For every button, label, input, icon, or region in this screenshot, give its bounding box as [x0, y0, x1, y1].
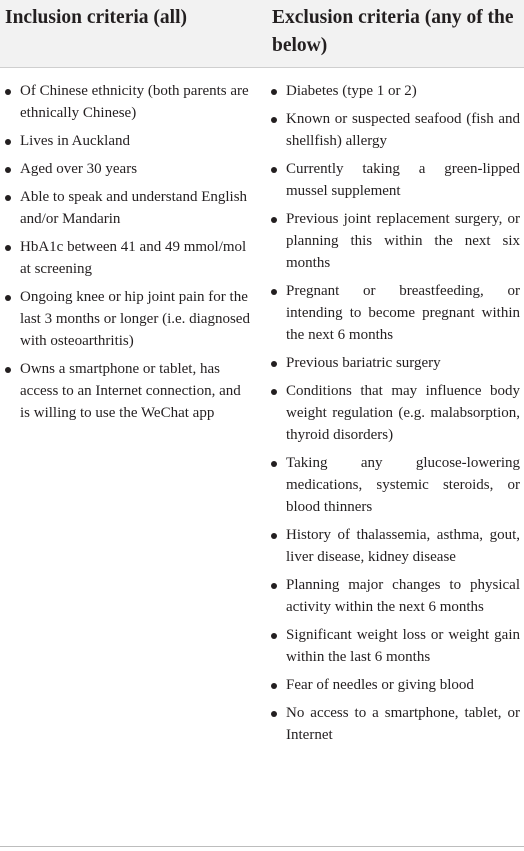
- bullet-icon: [5, 139, 11, 145]
- list-item: [20, 158, 252, 180]
- bullet-icon: [271, 117, 277, 123]
- exclusion-item-text: Conditions that may influence body weight regulation (e.g. malabsorption, thyroid disorders): [286, 383, 520, 443]
- list-item: [286, 108, 520, 152]
- exclusion-item-text: History of thalassemia, asthma, gout, liver disease, kidney disease: [286, 527, 520, 565]
- exclusion-item-text: Fear of needles or giving blood: [286, 677, 474, 693]
- table-header-row: [0, 0, 524, 68]
- list-item: [286, 208, 520, 274]
- exclusion-column: [264, 80, 524, 752]
- list-item: [20, 358, 252, 424]
- bullet-icon: [5, 245, 11, 251]
- bullet-icon: [271, 711, 277, 717]
- exclusion-item-text: Currently taking a green-lipped mussel supplement: [286, 161, 520, 199]
- inclusion-item-text: Lives in Auckland: [20, 133, 130, 149]
- bullet-icon: [5, 367, 11, 373]
- inclusion-header: Inclusion criteria (all): [5, 7, 187, 28]
- inclusion-column: [0, 80, 264, 752]
- inclusion-list: [20, 80, 252, 424]
- bullet-icon: [271, 217, 277, 223]
- list-item: [286, 452, 520, 518]
- bullet-icon: [5, 89, 11, 95]
- exclusion-item-text: No access to a smartphone, tablet, or Internet: [286, 705, 520, 743]
- bullet-icon: [271, 389, 277, 395]
- list-item: [286, 380, 520, 446]
- exclusion-item-text: Planning major changes to physical activity within the next 6 months: [286, 577, 520, 615]
- list-item: [286, 674, 520, 696]
- list-item: [20, 286, 252, 352]
- bullet-icon: [271, 361, 277, 367]
- inclusion-item-text: Aged over 30 years: [20, 161, 138, 177]
- bullet-icon: [271, 633, 277, 639]
- bullet-icon: [271, 533, 277, 539]
- list-item: [286, 158, 520, 202]
- list-item: [286, 524, 520, 568]
- list-item: [286, 702, 520, 746]
- inclusion-item-text: Able to speak and understand English and/or Mandarin: [20, 189, 248, 227]
- exclusion-item-text: Known or suspected seafood (fish and shellfish) allergy: [286, 111, 520, 149]
- inclusion-item-text: Owns a smartphone or tablet, has access to an Internet connection, and is willing to use the WeChat app: [20, 361, 241, 421]
- bullet-icon: [271, 461, 277, 467]
- inclusion-item-text: Ongoing knee or hip joint pain for the last 3 months or longer (i.e. diagnosed with osteoarthritis): [20, 289, 250, 349]
- list-item: [286, 280, 520, 346]
- bullet-icon: [5, 167, 11, 173]
- bullet-icon: [271, 683, 277, 689]
- list-item: [20, 130, 252, 152]
- list-item: [286, 352, 520, 374]
- bullet-icon: [271, 583, 277, 589]
- exclusion-item-text: Taking any glucose-lowering medications, systemic steroids, or blood thinners: [286, 455, 520, 515]
- list-item: [20, 186, 252, 230]
- list-item: [286, 80, 520, 102]
- exclusion-item-text: Diabetes (type 1 or 2): [286, 83, 417, 99]
- list-item: [286, 574, 520, 618]
- exclusion-item-text: Significant weight loss or weight gain within the last 6 months: [286, 627, 520, 665]
- exclusion-header: Exclusion criteria (any of the below): [272, 7, 514, 56]
- exclusion-list: [286, 80, 520, 746]
- table-body-row: [0, 68, 524, 752]
- list-item: [20, 236, 252, 280]
- bullet-icon: [271, 289, 277, 295]
- bullet-icon: [5, 295, 11, 301]
- bullet-icon: [5, 195, 11, 201]
- bullet-icon: [271, 89, 277, 95]
- list-item: [286, 624, 520, 668]
- list-item: [20, 80, 252, 124]
- exclusion-item-text: Pregnant or breastfeeding, or intending to become pregnant within the next 6 months: [286, 283, 520, 343]
- inclusion-item-text: Of Chinese ethnicity (both parents are ethnically Chinese): [20, 83, 249, 121]
- exclusion-item-text: Previous joint replacement surgery, or planning this within the next six months: [286, 211, 520, 271]
- exclusion-item-text: Previous bariatric surgery: [286, 355, 441, 371]
- inclusion-item-text: HbA1c between 41 and 49 mmol/mol at screening: [20, 239, 247, 277]
- table-bottom-rule: [0, 846, 524, 847]
- bullet-icon: [271, 167, 277, 173]
